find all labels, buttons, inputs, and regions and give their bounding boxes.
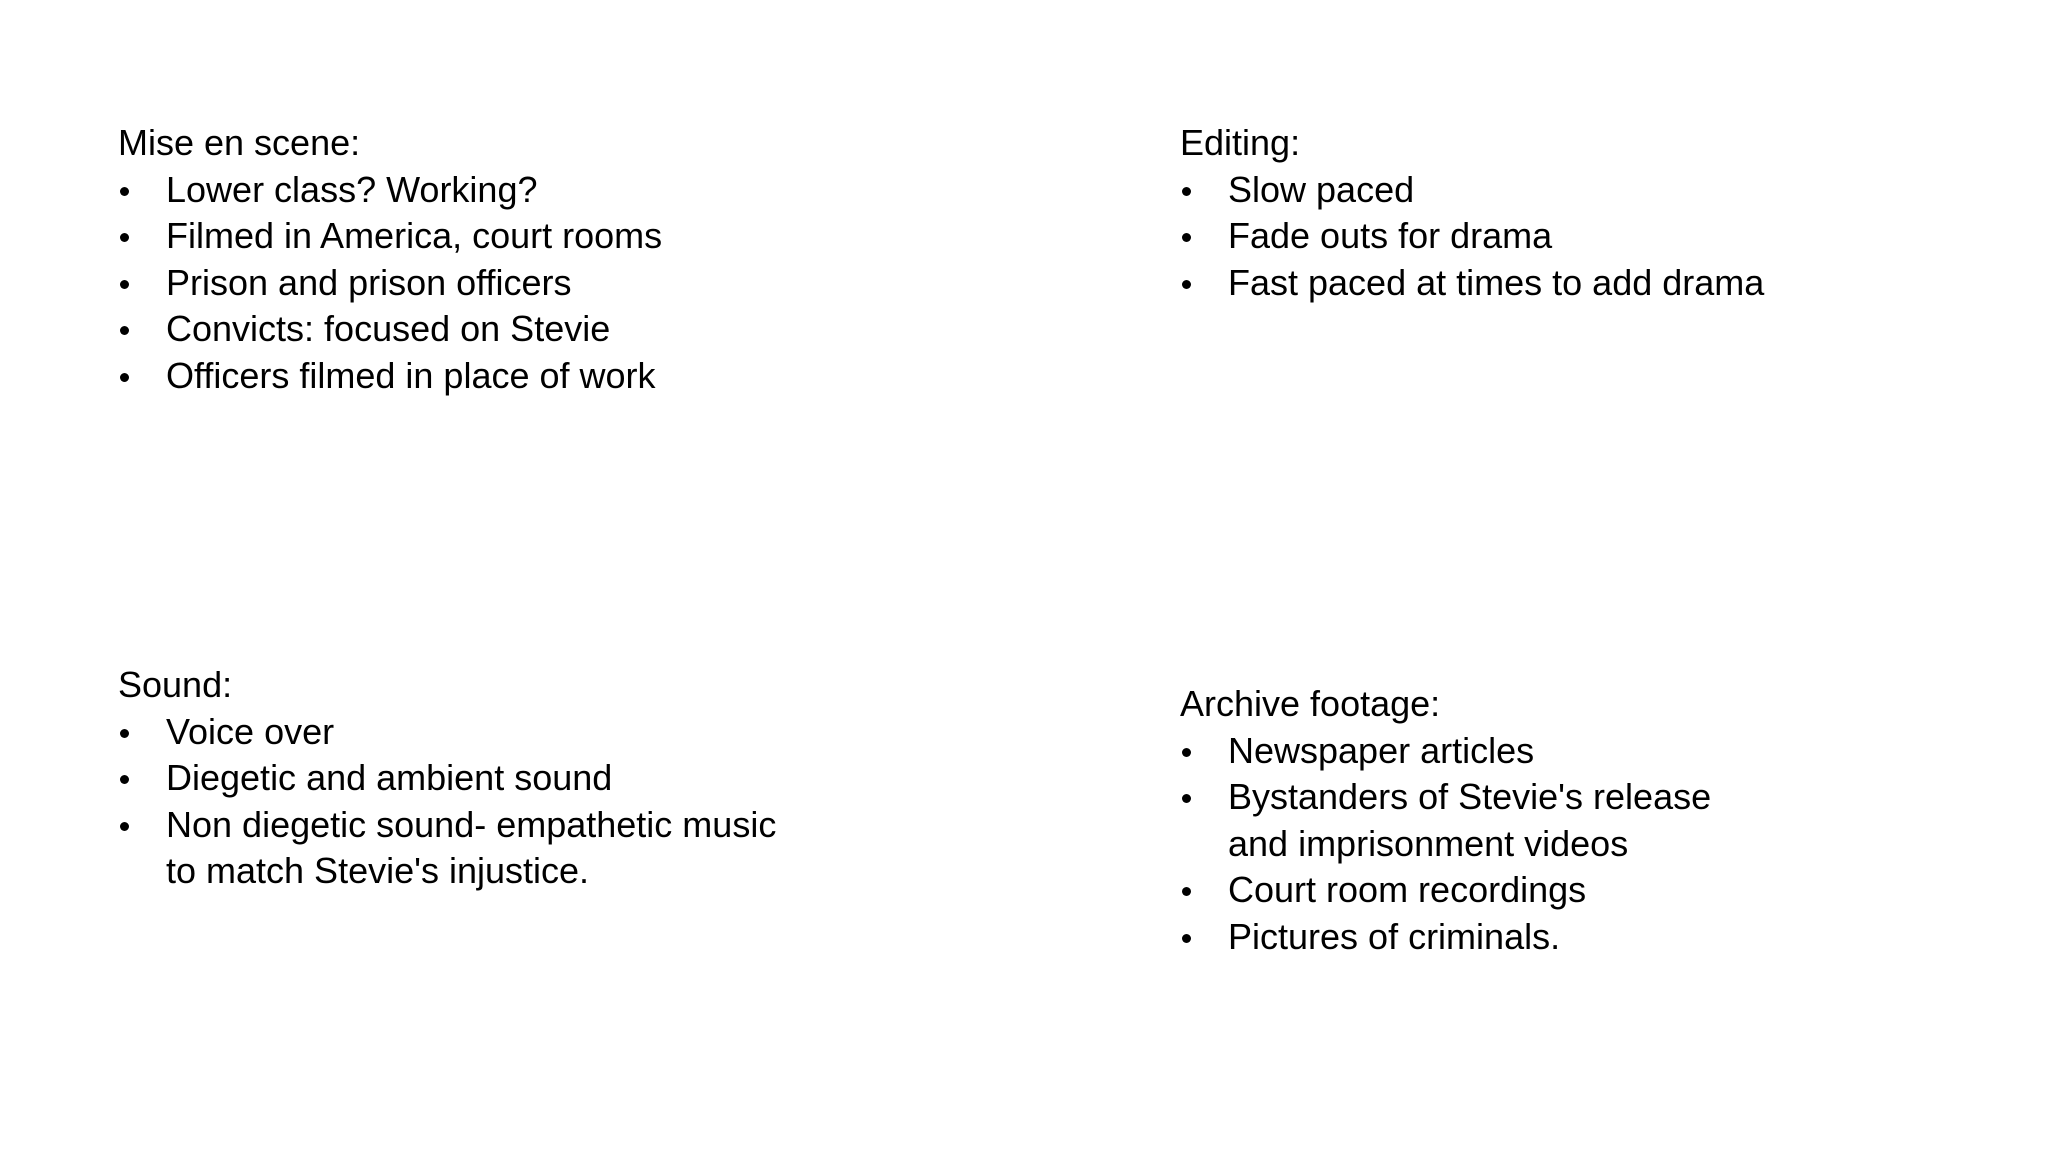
list-item [118,802,778,895]
archive-footage-section [1180,681,2000,960]
list-item-text: Non diegetic sound- empathetic music to match Stevie's injustice. [166,803,777,891]
list-item [1180,774,1780,867]
list-item-text: Voice over [166,710,335,752]
list-item-text: Prison and prison officers [166,261,572,303]
editing-section [1180,120,2000,306]
list-item [118,260,1018,307]
archive-footage-list [1180,728,1780,961]
list-item [1180,167,2000,214]
list-item [118,709,778,756]
list-item [118,213,1018,260]
list-item-text: Newspaper articles [1228,729,1535,771]
list-item [118,306,1018,353]
list-item [1180,213,2000,260]
sound-list [118,709,778,895]
list-item-text: Diegetic and ambient sound [166,757,613,798]
mise-en-scene-heading: Mise en scene: [118,122,361,163]
list-item-text: Court room recordings [1228,869,1587,910]
sound-section [118,662,1018,895]
list-item [118,353,1018,400]
list-item-text: Fade outs for drama [1228,215,1553,256]
list-item [1180,867,1780,914]
list-item-text: Bystanders of Stevie's release and imprisonment videos [1228,776,1712,864]
list-item-text: Pictures of criminals. [1228,915,1561,957]
sound-heading: Sound: [118,664,233,705]
list-item [1180,914,1780,961]
mise-en-scene-list [118,167,1018,400]
list-item-text: Slow paced [1228,168,1415,210]
list-item [118,167,1018,214]
editing-heading: Editing: [1180,122,1301,163]
list-item [1180,728,1780,775]
list-item-text: Officers filmed in place of work [166,354,656,396]
list-item-text: Convicts: focused on Stevie [166,308,611,349]
list-item-text: Fast paced at times to add drama [1228,261,1765,303]
archive-footage-heading: Archive footage: [1180,683,1441,724]
list-item-text: Filmed in America, court rooms [166,215,663,256]
editing-list [1180,167,2000,307]
list-item [1180,260,2000,307]
list-item [118,755,778,802]
list-item-text: Lower class? Working? [166,168,538,210]
mise-en-scene-section [118,120,1018,399]
